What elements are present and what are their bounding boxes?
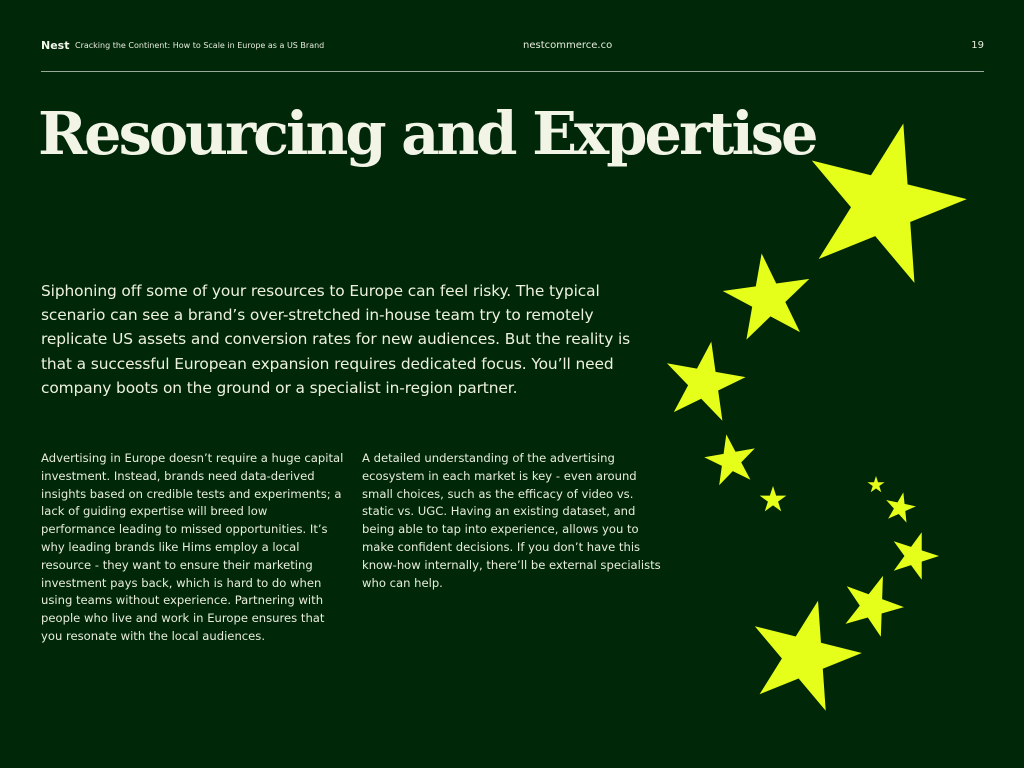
star-icon: [885, 525, 944, 583]
star-icon: [789, 104, 981, 290]
star-icon: [701, 430, 760, 487]
star-icon: [718, 247, 816, 342]
document-title: Cracking the Continent: How to Scale in Europe as a US Brand: [75, 41, 325, 50]
star-icon: [882, 489, 918, 524]
star-icon: [760, 486, 787, 511]
body-column-left: Advertising in Europe doesn’t require a huge capital investment. Instead, brands need data-derived insights based on credible tests and experiments; a lack of guiding expertise will breed low performance leading to missed opportunities. It’s why leading brands like Hims employ a local resource - they want to ensure their marketing investment pays back, which is hard to do when using teams without experience. Partnering with people who live and work in Europe ensures that you resonate with the local audiences.: [41, 451, 344, 643]
star-group: [659, 104, 981, 716]
star-icon: [835, 566, 912, 641]
site-url: nestcommerce.co: [523, 40, 613, 51]
intro-paragraph: Siphoning off some of your resources to Europe can feel risky. The typical scenario can see a brand’s over-stretched in-house team try to remotely replicate US assets and conversion rates for new audiences. But the reality is that a successful European expansion requires dedicated focus. You’ll need company boots on the ground or a specialist in-region partner.: [41, 282, 631, 397]
star-icon: [659, 335, 751, 424]
body-column-right: A detailed understanding of the advertising ecosystem in each market is key - even around small choices, such as the efficacy of video vs. static vs. UGC. Having an existing dataset, and being able to tap into experience, allows you to make confident decisions. If you don’t have this know-how internally, there’ll be external specialists who can help.: [362, 451, 661, 590]
page-number: 19: [971, 40, 984, 51]
brand-logo: Nest: [41, 39, 70, 52]
page-title: Resourcing and Expertise: [38, 99, 816, 168]
star-icon: [739, 587, 871, 715]
star-icon: [867, 476, 884, 492]
